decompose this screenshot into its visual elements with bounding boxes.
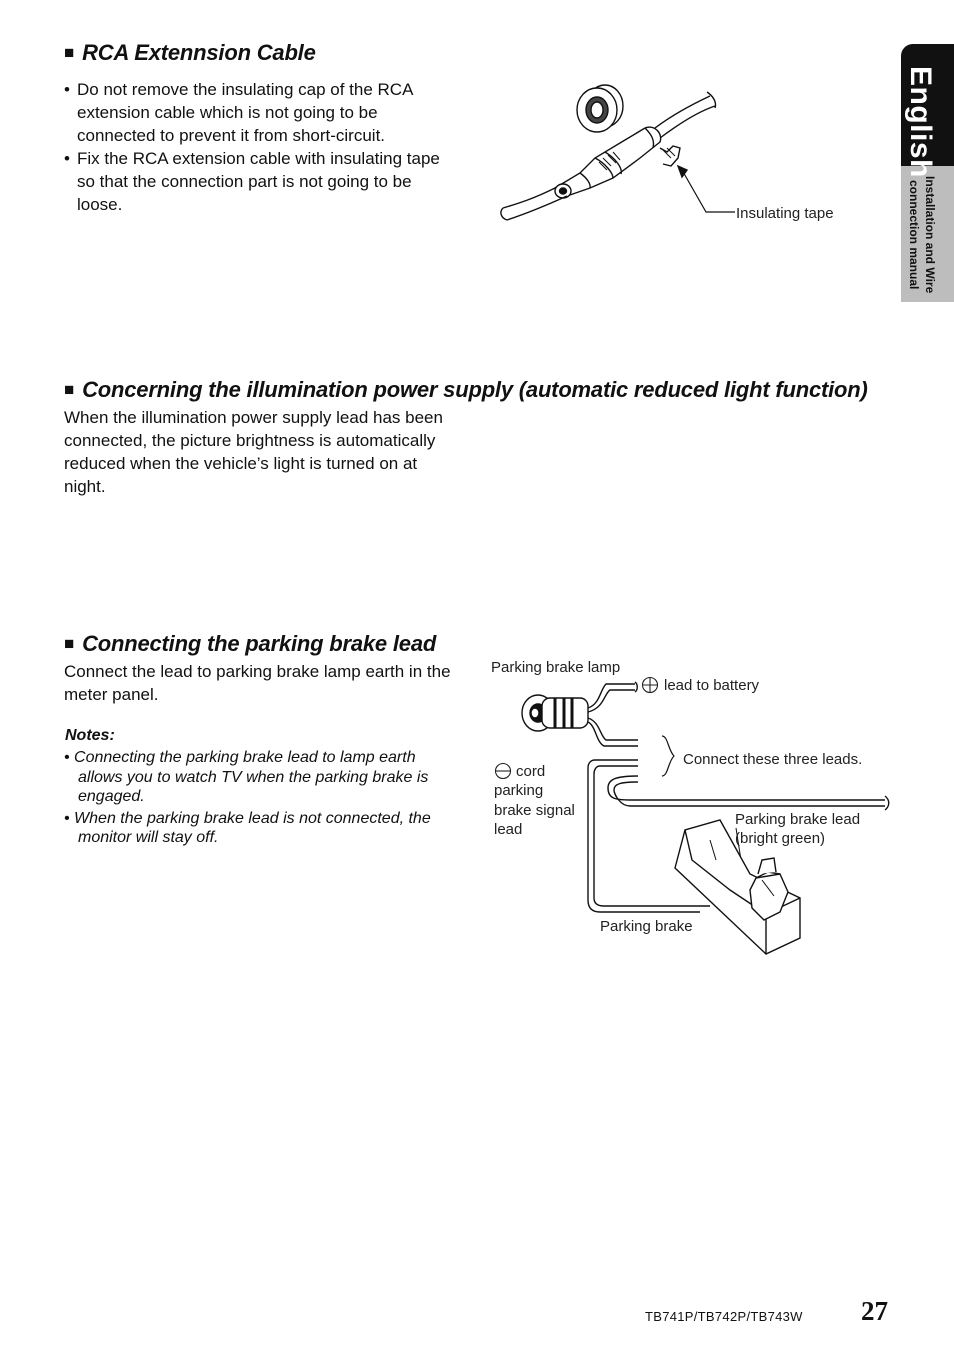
language-label: English: [904, 66, 937, 178]
connect-leads-label: Connect these three leads.: [683, 751, 863, 768]
cord-label-line2: parking: [494, 782, 544, 799]
cord-label-line4: lead: [494, 821, 523, 838]
model-number: TB741P/TB742P/TB743W: [645, 1309, 803, 1324]
rca-heading-text: RCA Extennsion Cable: [82, 40, 316, 65]
rca-bullet-2: • Fix the RCA extension cable with insulating tape so that the connection part is not going to be loose.: [64, 147, 456, 216]
cord-label-line3: brake signal: [494, 802, 575, 819]
rca-bullet-list: [64, 78, 456, 216]
manual-subtitle-line2: connection manual: [907, 180, 921, 290]
illumination-heading: [64, 377, 868, 403]
square-bullet-icon: ■: [64, 43, 75, 62]
cord-label-line1: cord: [516, 763, 546, 780]
illumination-body: When the illumination power supply lead has been connected, the picture brightness is automatically reduced when the vehicle’s light is turned on at night.: [64, 408, 443, 496]
parking-heading-text: Connecting the parking brake lead: [82, 631, 437, 656]
parking-brake-lead-label-line1: Parking brake lead: [735, 811, 861, 828]
notes-list: [64, 748, 464, 850]
battery-lead-label: lead to battery: [664, 677, 760, 694]
rca-cable-illustration: [495, 78, 745, 238]
parking-brake-label: Parking brake: [600, 918, 693, 935]
note-2: • When the parking brake lead is not connected, the monitor will stay off.: [64, 809, 431, 846]
manual-subtitle-line1: Installation and Wire: [923, 176, 937, 294]
rca-bullet-1: • Do not remove the insulating cap of the RCA extension cable which is not going to be connected to prevent it from short-circuit.: [64, 78, 456, 147]
parking-body: Connect the lead to parking brake lamp earth in the meter panel.: [64, 662, 451, 704]
rca-heading: [64, 40, 316, 66]
parking-brake-lead-label-line2: (bright green): [735, 830, 826, 847]
insulating-tape-label: Insulating tape: [736, 205, 834, 222]
square-bullet-icon: ■: [64, 634, 75, 653]
parking-brake-lamp-label: Parking brake lamp: [491, 659, 621, 676]
illumination-heading-text: Concerning the illumination power supply (automatic reduced light function): [82, 377, 868, 402]
square-bullet-icon: ■: [64, 380, 75, 399]
note-1: • Connecting the parking brake lead to lamp earth allows you to watch TV when the parking brake is engaged.: [64, 749, 429, 805]
parking-heading: [64, 631, 436, 657]
page-number: 27: [861, 1296, 888, 1326]
notes-title: Notes:: [65, 727, 115, 744]
